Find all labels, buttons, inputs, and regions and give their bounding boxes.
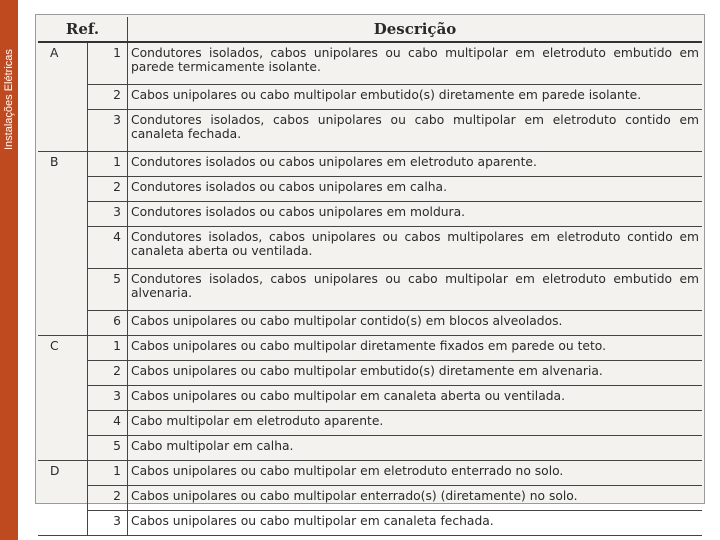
- ref-letter: [38, 361, 88, 386]
- table-row: [38, 42, 702, 85]
- row-description: Cabos unipolares ou cabo multipolar embutido(s) diretamente em alvenaria.: [128, 361, 703, 386]
- ref-letter: B: [38, 152, 88, 177]
- table-row: [38, 85, 702, 110]
- row-description: Cabos unipolares ou cabo multipolar enterrado(s) (diretamente) no solo.: [128, 486, 703, 511]
- row-description: Condutores isolados, cabos unipolares ou cabo multipolar em eletroduto embutido em parede termicamente isolante.: [128, 42, 703, 85]
- side-label: Instalações Elétricas: [3, 49, 15, 150]
- table-row: [38, 511, 702, 536]
- ref-header: Ref.: [38, 17, 128, 42]
- table-row: [38, 486, 702, 511]
- ref-number: 5: [88, 436, 128, 461]
- ref-number: 3: [88, 511, 128, 536]
- ref-letter: [38, 269, 88, 311]
- table-row: [38, 386, 702, 411]
- ref-letter: [38, 227, 88, 269]
- ref-letter: [38, 511, 88, 536]
- ref-number: 1: [88, 42, 128, 85]
- row-description: Cabos unipolares ou cabo multipolar em canaleta aberta ou ventilada.: [128, 386, 703, 411]
- table-row: [38, 202, 702, 227]
- table-row: [38, 411, 702, 436]
- ref-letter: [38, 486, 88, 511]
- row-description: Condutores isolados, cabos unipolares ou cabo multipolar em eletroduto contido em canaleta fechada.: [128, 110, 703, 152]
- ref-letter: [38, 110, 88, 152]
- ref-letter: [38, 386, 88, 411]
- ref-number: 1: [88, 152, 128, 177]
- row-description: Condutores isolados ou cabos unipolares em calha.: [128, 177, 703, 202]
- row-description: Cabo multipolar em calha.: [128, 436, 703, 461]
- ref-number: 3: [88, 202, 128, 227]
- row-description: Condutores isolados ou cabos unipolares em eletroduto aparente.: [128, 152, 703, 177]
- table-row: [38, 336, 702, 361]
- ref-number: 4: [88, 411, 128, 436]
- row-description: Cabo multipolar em eletroduto aparente.: [128, 411, 703, 436]
- ref-letter: D: [38, 461, 88, 486]
- side-accent-bar: [0, 0, 18, 540]
- ref-letter: [38, 311, 88, 336]
- ref-number: 1: [88, 461, 128, 486]
- ref-number: 1: [88, 336, 128, 361]
- ref-number: 3: [88, 386, 128, 411]
- ref-letter: [38, 411, 88, 436]
- ref-letter: A: [38, 42, 88, 85]
- ref-number: 5: [88, 269, 128, 311]
- ref-letter: [38, 436, 88, 461]
- row-description: Condutores isolados, cabos unipolares ou cabo multipolar em eletroduto embutido em alvenaria.: [128, 269, 703, 311]
- table-row: [38, 361, 702, 386]
- table-row: [38, 461, 702, 486]
- ref-letter: C: [38, 336, 88, 361]
- row-description: Cabos unipolares ou cabo multipolar diretamente fixados em parede ou teto.: [128, 336, 703, 361]
- ref-number: 6: [88, 311, 128, 336]
- table-row: [38, 436, 702, 461]
- ref-number: 3: [88, 110, 128, 152]
- description-header: Descrição: [128, 17, 703, 42]
- ref-number: 2: [88, 361, 128, 386]
- table-header-row: [38, 17, 702, 42]
- ref-letter: [38, 177, 88, 202]
- ref-number: 2: [88, 85, 128, 110]
- table-row: [38, 110, 702, 152]
- ref-letter: [38, 202, 88, 227]
- ref-number: 4: [88, 227, 128, 269]
- row-description: Cabos unipolares ou cabo multipolar contido(s) em blocos alveolados.: [128, 311, 703, 336]
- installation-methods-table: [38, 17, 702, 536]
- table-row: [38, 227, 702, 269]
- table-row: [38, 269, 702, 311]
- table-row: [38, 311, 702, 336]
- table-row: [38, 177, 702, 202]
- scanned-table-image: [35, 14, 705, 528]
- row-description: Cabos unipolares ou cabo multipolar em canaleta fechada.: [128, 511, 703, 536]
- row-description: Condutores isolados, cabos unipolares ou cabos multipolares em eletroduto contido em canaleta aberta ou ventilada.: [128, 227, 703, 269]
- row-description: Cabos unipolares ou cabo multipolar em eletroduto enterrado no solo.: [128, 461, 703, 486]
- ref-number: 2: [88, 486, 128, 511]
- ref-number: 2: [88, 177, 128, 202]
- table-row: [38, 152, 702, 177]
- ref-letter: [38, 85, 88, 110]
- row-description: Cabos unipolares ou cabo multipolar embutido(s) diretamente em parede isolante.: [128, 85, 703, 110]
- row-description: Condutores isolados ou cabos unipolares em moldura.: [128, 202, 703, 227]
